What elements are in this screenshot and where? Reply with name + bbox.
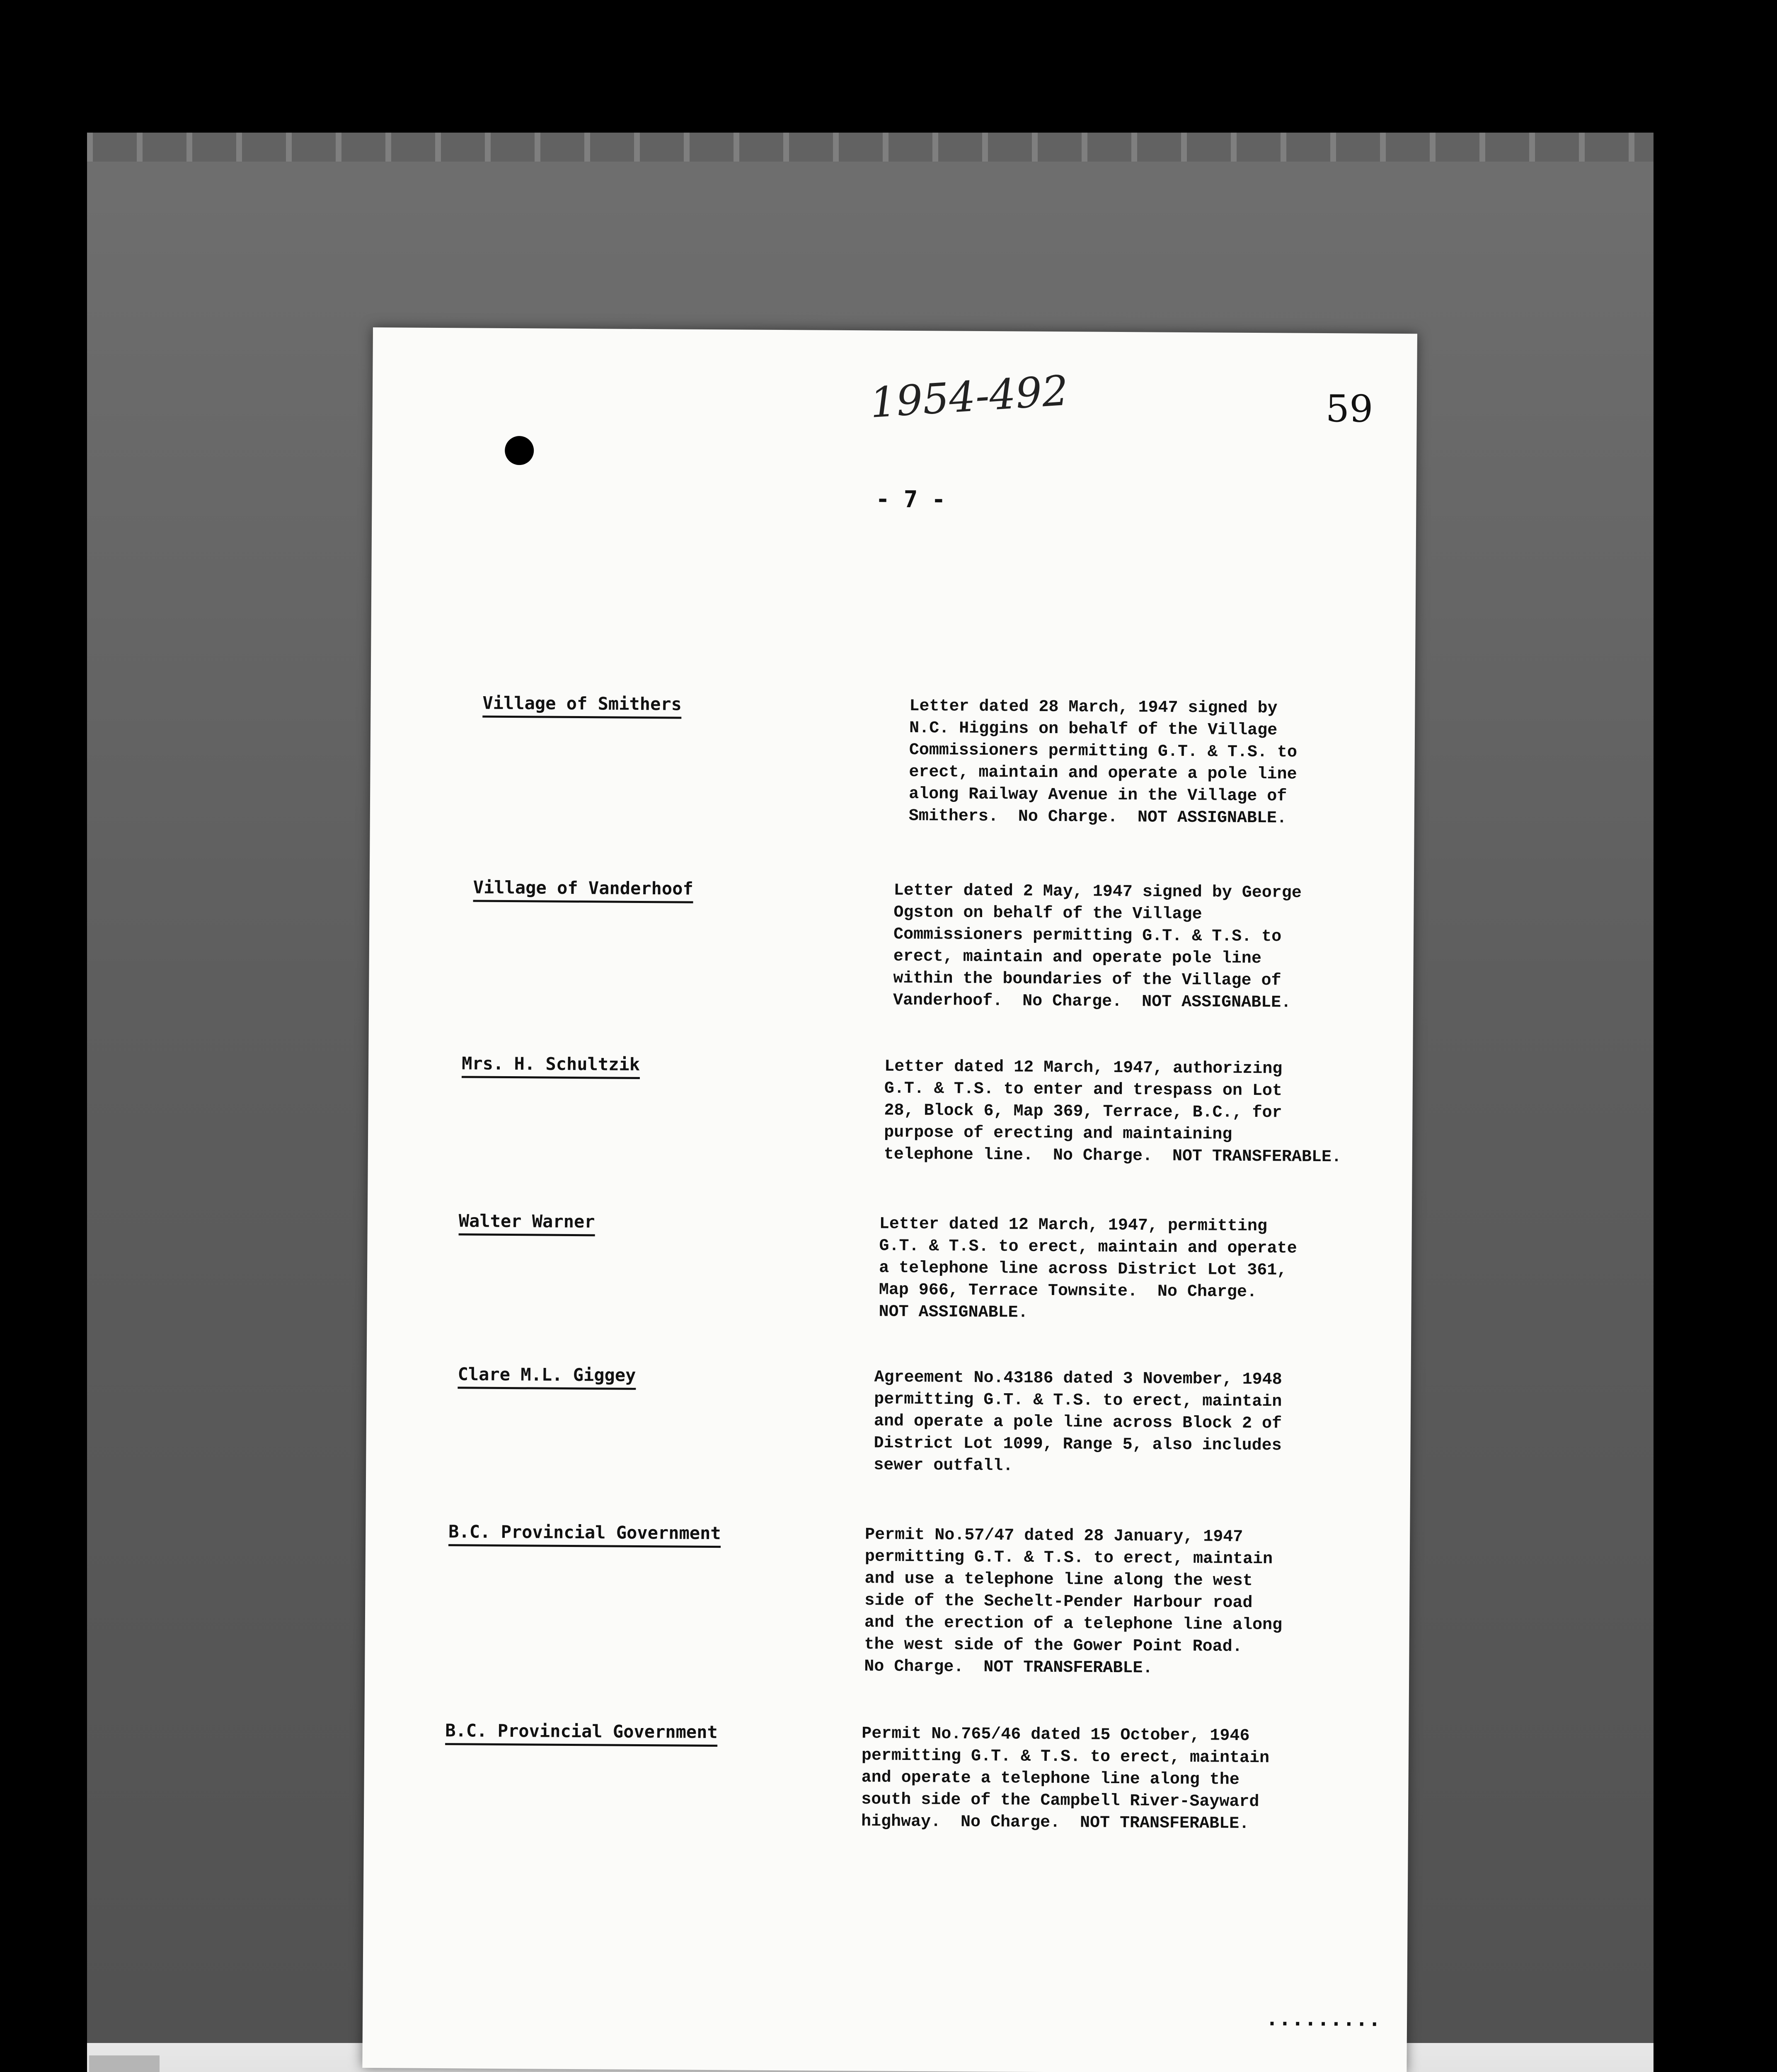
list-item	[370, 876, 1414, 1012]
list-item	[364, 1720, 1409, 1833]
handwritten-reference: 1954-492	[868, 366, 1070, 427]
permit-details: Permit No.57/47 dated 28 January, 1947 permitting G.T. & T.S. to erect, maintain and use a telephone line along the west side of the Sechelt-Pender Harbour road and the erection of a telephone line along the west side of the Gower Point Road. No Charge. NOT TRANSFERABLE.	[864, 1525, 1283, 1678]
permit-details: Permit No.765/46 dated 15 October, 1946 permitting G.T. & T.S. to erect, maintain and operate a telephone line along the south side of the Campbell River-Sayward highway. No Charge. NOT TRANSFERABLE.	[861, 1724, 1270, 1833]
party-name: Clare M.L. Giggey	[458, 1364, 636, 1390]
permit-details: Letter dated 12 March, 1947, permitting G.T. & T.S. to erect, maintain and operate a telephone line across District Lot 361, Map 966, Terrace Townsite. No Charge. NOT ASSIGNABLE.	[879, 1215, 1297, 1322]
list-item	[371, 692, 1415, 828]
page-number: 59	[1325, 387, 1373, 431]
party-name: B.C. Provincial Government	[448, 1521, 721, 1548]
list-item	[368, 1210, 1412, 1322]
party-name: Village of Vanderhoof	[473, 877, 693, 903]
party-name: Village of Smithers	[482, 693, 682, 719]
permit-details: Letter dated 12 March, 1947, authorizing G.T. & T.S. to enter and trespass on Lot 28, Block 6, Map 369, Terrace, B.C., for purpose of erecting and maintaining telephone line. No Charge. NOT TRANSFERABLE.	[884, 1057, 1342, 1167]
list-item	[367, 1363, 1411, 1476]
list-item	[368, 1053, 1413, 1167]
permit-details: Letter dated 2 May, 1947 signed by George Ogston on behalf of the Village Commissioners permitting G.T. & T.S. to erect, maintain and operate pole line within the boundaries of the Village of Vanderhoof. No Charge. NOT ASSIGNABLE.	[893, 881, 1302, 1012]
sheet-number: - 7 -	[875, 486, 946, 513]
punch-hole-icon	[505, 436, 534, 465]
film-strip-edge	[87, 133, 1654, 162]
permit-details: Letter dated 28 March, 1947 signed by N.C. Higgins on behalf of the Village Commissioners permitting G.T. & T.S. to erect, maintain and operate a pole line along Railway Avenue in the Village of Smithers. No Charge. NOT ASSIGNABLE.	[908, 697, 1298, 828]
film-edge-tab	[89, 2055, 160, 2072]
list-item	[366, 1521, 1410, 1678]
continuation-marker: .........	[1266, 2007, 1382, 2031]
permit-details: Agreement No.43186 dated 3 November, 1948 permitting G.T. & T.S. to erect, maintain and operate a pole line across Block 2 of District Lot 1099, Range 5, also includes sewer outfall.	[874, 1368, 1282, 1476]
party-name: Mrs. H. Schultzik	[462, 1053, 640, 1079]
party-name: B.C. Provincial Government	[445, 1720, 718, 1747]
document-page	[362, 327, 1417, 2072]
party-name: Walter Warner	[459, 1210, 595, 1236]
